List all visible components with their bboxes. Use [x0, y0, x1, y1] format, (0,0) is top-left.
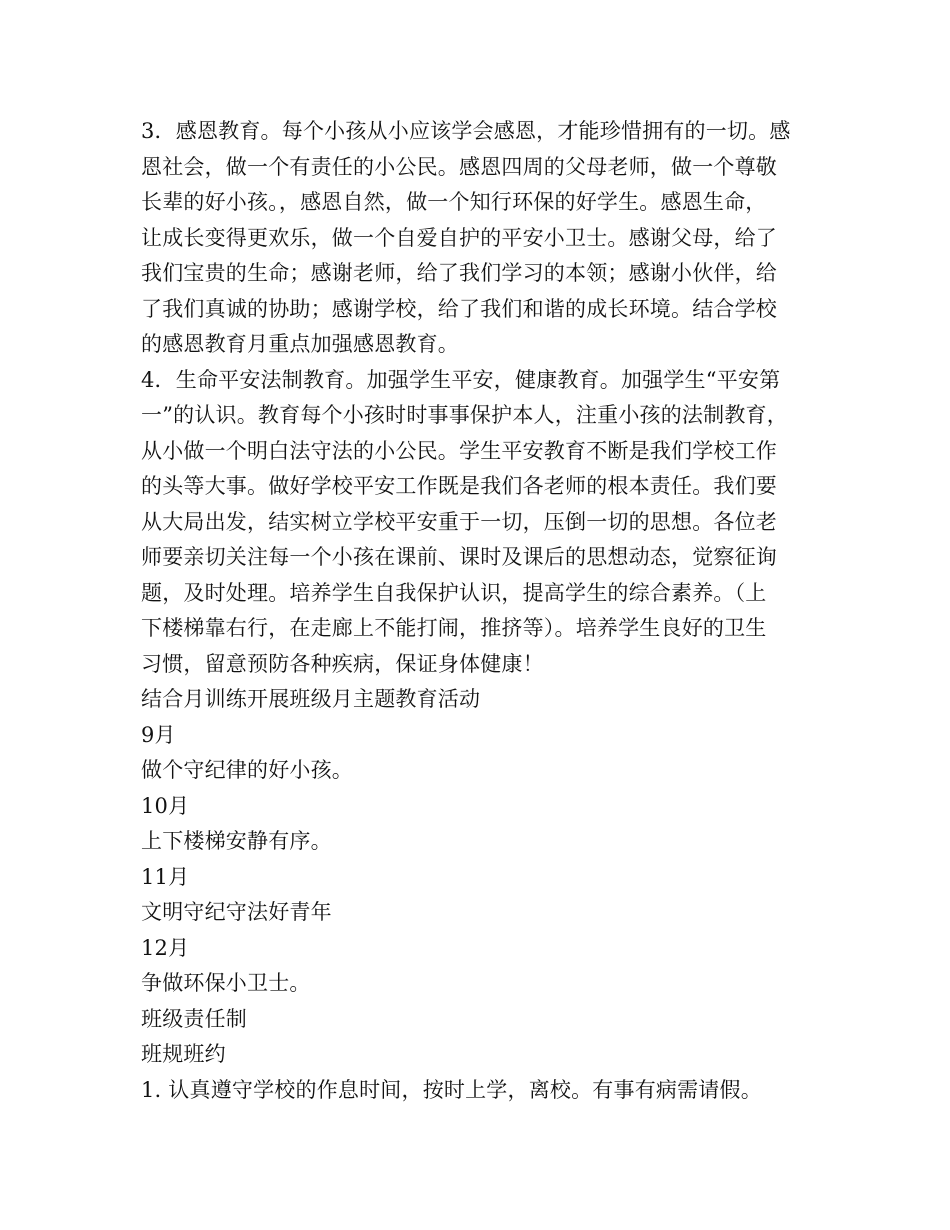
section-heading: 班级责任制 — [141, 1006, 247, 1031]
rule-item: 1. 认真遵守学校的作息时间，按时上学，离校。有事有病需请假。 — [141, 1077, 762, 1102]
month-label: 10月 — [141, 793, 190, 818]
month-label: 11月 — [141, 864, 190, 889]
month-label: 12月 — [141, 935, 190, 960]
month-theme: 争做环保小卫士。 — [141, 971, 311, 995]
text-line: 一”的认识。教育每个小孩时时事事保护本人，注重小孩的法制教育， — [141, 403, 788, 427]
text-line: 从大局出发，结实树立学校平安重于一切，压倒一切的思想。各位老 — [141, 509, 777, 534]
month-theme: 做个守纪律的好小孩。 — [141, 758, 353, 782]
text-line: 从小做一个明白法守法的小公民。学生平安教育不断是我们学校工作 — [141, 438, 777, 463]
section-heading: 结合月训练开展班级月主题教育活动 — [141, 687, 481, 711]
text-line: 的头等大事。做好学校平安工作既是我们各老师的根本责任。我们要 — [141, 474, 777, 498]
text-line: 下楼梯靠右行，在走廊上不能打闹，推挤等）。培养学生良好的卫生 — [141, 616, 767, 640]
section-heading: 班规班约 — [141, 1042, 226, 1066]
text-line: 让成长变得更欢乐，做一个自爱自护的平安小卫士。感谢父母，给了 — [141, 225, 777, 250]
text-line: 师要亲切关注每一个小孩在课前、课时及课后的思想动态，觉察征询 — [141, 545, 777, 569]
text-line: 习惯，留意预防各种疾病，保证身体健康！ — [141, 651, 544, 676]
text-line: 我们宝贵的生命；感谢老师，给了我们学习的本领；感谢小伙伴，给 — [141, 261, 777, 285]
month-theme: 上下楼梯安静有序。 — [141, 829, 332, 853]
month-label: 9月 — [141, 722, 176, 747]
text-line: 了我们真诚的协助；感谢学校，给了我们和谐的成长环境。结合学校 — [141, 296, 777, 321]
month-theme: 文明守纪守法好青年 — [141, 900, 332, 924]
text-line: 4．生命平安法制教育。加强学生平安，健康教育。加强学生“平安第 — [141, 367, 781, 392]
text-line: 题，及时处理。培养学生自我保护认识，提高学生的综合素养。（上 — [141, 580, 767, 605]
text-line: 的感恩教育月重点加强感恩教育。 — [141, 332, 459, 356]
document-body — [141, 114, 821, 1108]
text-line: 恩社会，做一个有责任的小公民。感恩四周的父母老师，做一个尊敬 — [141, 154, 777, 179]
text-line: 3．感恩教育。每个小孩从小应该学会感恩，才能珍惜拥有的一切。感 — [141, 119, 791, 143]
text-line: 长辈的好小孩。，感恩自然，做一个知行环保的好学生。感恩生命， — [141, 190, 767, 214]
